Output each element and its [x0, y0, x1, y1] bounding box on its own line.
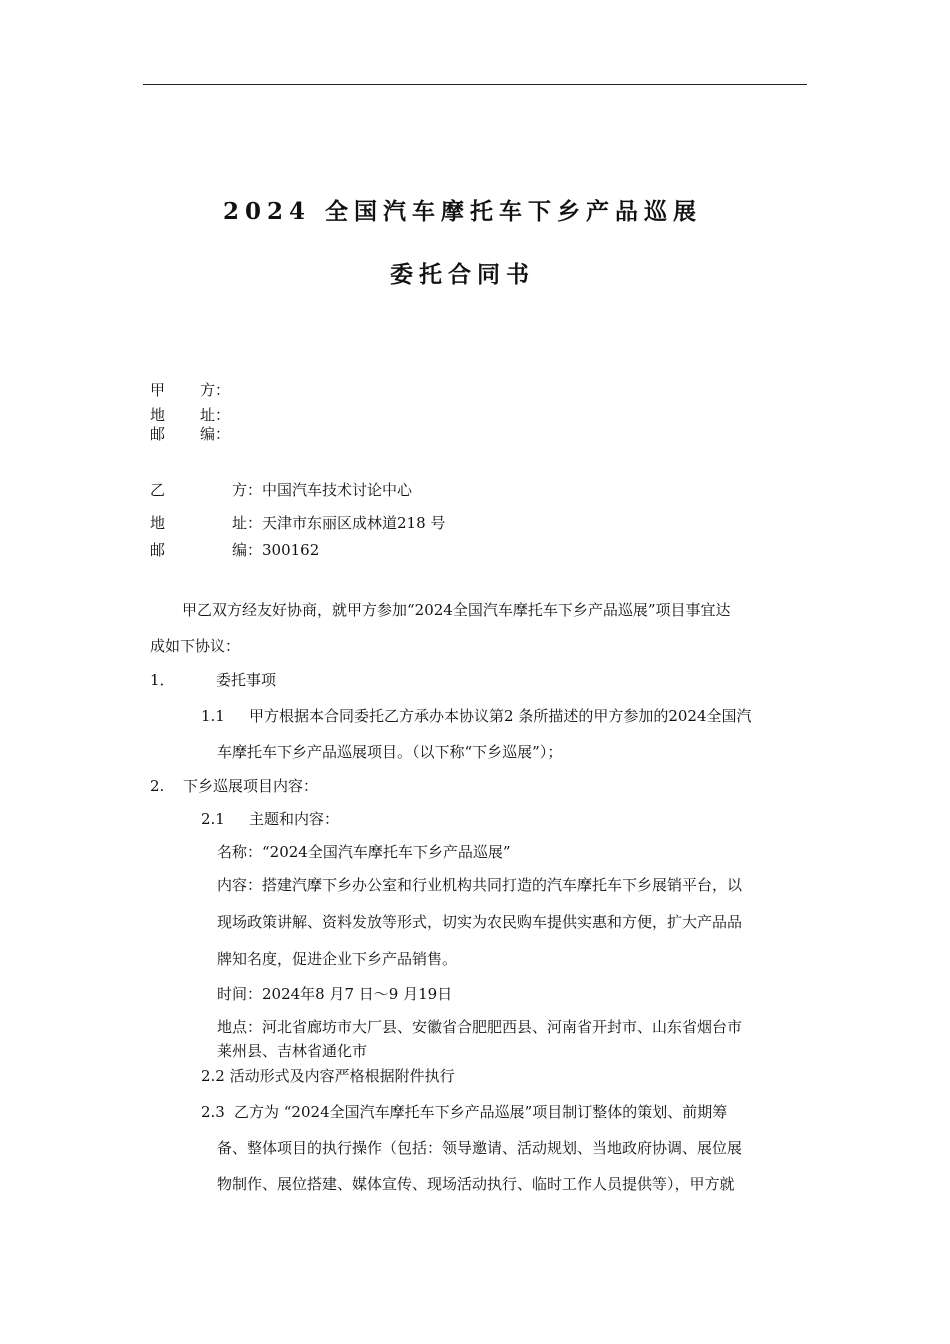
clause-2-1-heading: 主题和内容： — [249, 810, 340, 828]
clause-2-2: 2.2 活动形式及内容严格根据附件执行 — [201, 1067, 455, 1085]
content-line-3: 牌知名度，促进企业下乡产品销售。 — [217, 950, 458, 968]
section-1-heading: 委托事项 — [216, 671, 277, 689]
clause-2-3-line-2: 备、整体项目的执行操作（包括：领导邀请、活动规划、当地政府协调、展位展 — [217, 1139, 743, 1157]
section-1-number: 1． — [150, 671, 175, 689]
doc-title-line1: 2024 全国汽车摩托车下乡产品巡展 — [223, 198, 703, 225]
section-2-heading: 下乡巡展项目内容： — [183, 777, 319, 795]
clause-2-1-number: 2.1 — [201, 810, 225, 828]
clause-1-1-line-1: 甲方根据本合同委托乙方承办本协议第2 条所描述的甲方参加的2024全国汽 — [249, 707, 752, 725]
clause-2-3-line-1: 乙方为 “2024全国汽车摩托车下乡产品巡展”项目制订整体的策划、前期筹 — [234, 1103, 728, 1121]
party-a-postcode-label: 邮 — [150, 425, 166, 443]
party-b-postcode-label: 邮 — [150, 541, 166, 559]
party-a-name-field: 方： — [200, 381, 231, 399]
intro-line-2: 成如下协议： — [150, 637, 241, 655]
place-line-2: 莱州县、吉林省通化市 — [217, 1042, 368, 1060]
party-a-name-label: 甲 — [150, 381, 166, 399]
content-line-2: 现场政策讲解、资料发放等形式，切实为农民购车提供实惠和方便，扩大产品品 — [217, 913, 743, 931]
doc-title-line2: 委托合同书 — [390, 261, 535, 288]
clause-2-3-line-3: 物制作、展位搭建、媒体宣传、现场活动执行、临时工作人员提供等），甲方就 — [217, 1175, 735, 1193]
party-a-postcode-field: 编： — [200, 425, 231, 443]
party-b-address-field: 址：天津市东丽区成林道218 号 — [232, 514, 446, 532]
header-rule — [143, 84, 807, 85]
party-b-address-label: 地 — [150, 514, 166, 532]
party-b-name-label: 乙 — [150, 481, 166, 499]
party-a-address-field: 址： — [200, 406, 231, 424]
place-line-1: 地点：河北省廊坊市大厂县、安徽省合肥肥西县、河南省开封市、山东省烟台市 — [217, 1018, 743, 1036]
party-a-address-label: 地 — [150, 406, 166, 424]
clause-1-1-line-2: 车摩托车下乡产品巡展项目。（以下称“下乡巡展”）； — [217, 743, 563, 761]
party-b-postcode-field: 编：300162 — [232, 541, 320, 559]
party-b-name-field: 方：中国汽车技术讨论中心 — [232, 481, 413, 499]
exhibition-name: 名称：“2024全国汽车摩托车下乡产品巡展” — [217, 843, 511, 861]
clause-1-1-number: 1.1 — [201, 707, 225, 725]
content-line-1: 内容：搭建汽摩下乡办公室和行业机构共同打造的汽车摩托车下乡展销平台，以 — [217, 876, 743, 894]
intro-line-1: 甲乙双方经友好协商，就甲方参加“2024全国汽车摩托车下乡产品巡展”项目事宜达 — [182, 601, 731, 619]
time-line: 时间：2024年8 月7 日～9 月19日 — [217, 985, 453, 1003]
clause-2-3-number: 2.3 — [201, 1103, 225, 1121]
section-2-number: 2. — [150, 777, 165, 795]
